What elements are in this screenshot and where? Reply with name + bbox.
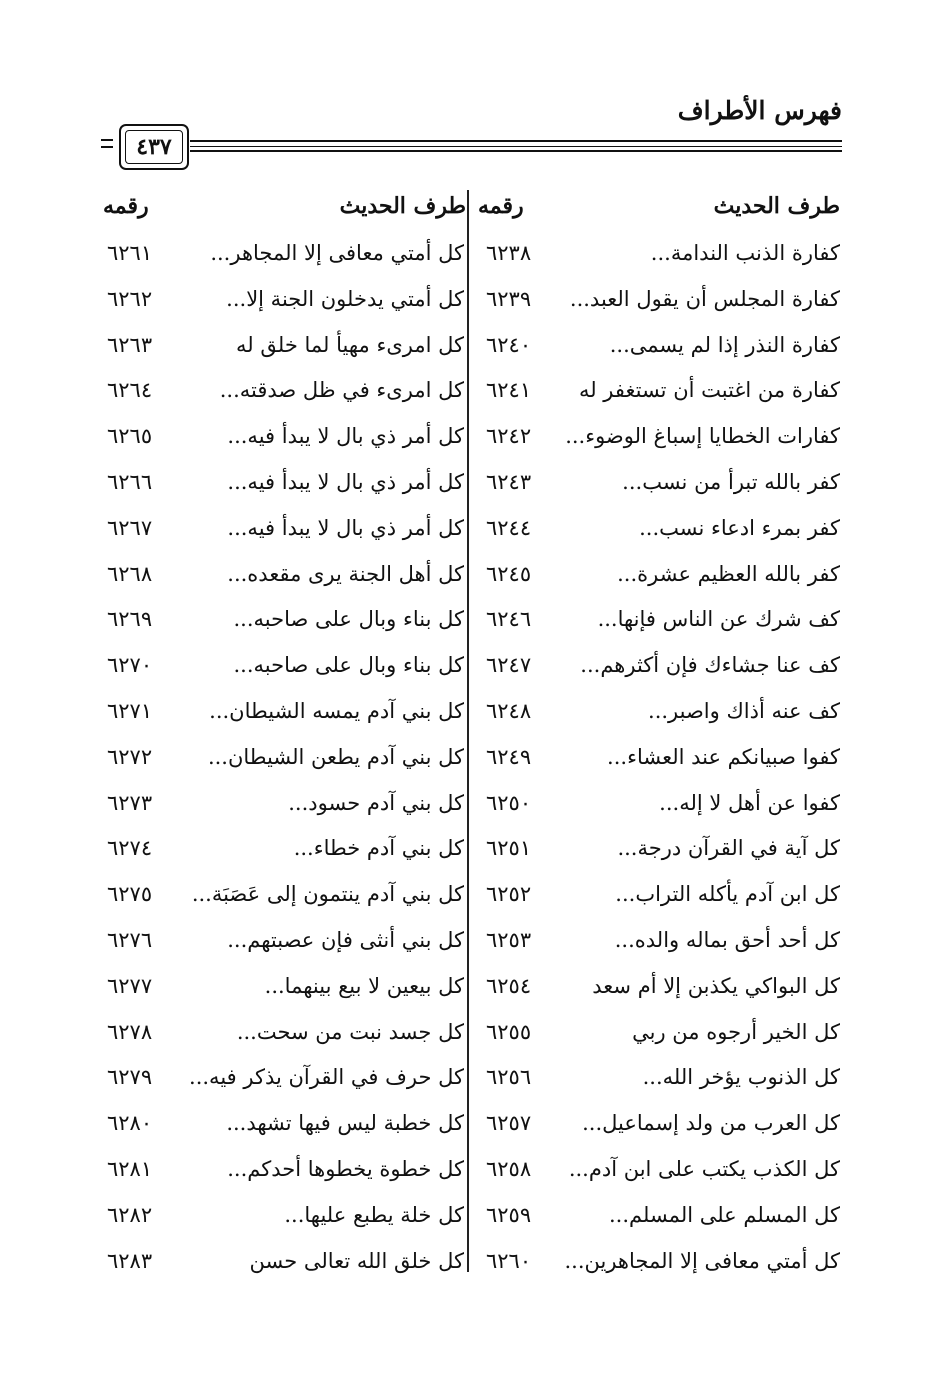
hadith-number: ٦٢٤٤	[486, 515, 532, 540]
hadith-text: كفوا صبيانكم عند العشاء...	[607, 744, 840, 769]
hadith-text: كفارة النذر إذا لم يسمى...	[609, 332, 840, 357]
hadith-number: ٦٢٨٣	[107, 1248, 153, 1273]
hadith-text: كل أمر ذي بال لا يبدأ فيه...	[227, 470, 464, 494]
hadith-number: ٦٢٦٥	[107, 424, 153, 449]
table-row	[0, 367, 948, 413]
hadith-text: كل أهل الجنة يرى مقعده...	[227, 561, 464, 586]
hadith-text: كل جسد نبت من سحت...	[236, 1019, 464, 1044]
hadith-text: كف عنا جشاءك فإن أكثرهم...	[580, 653, 840, 678]
table-row	[0, 917, 948, 963]
hadith-number: ٦٢٦٤	[107, 378, 153, 403]
hadith-number: ٦٢٤٩	[486, 744, 532, 769]
hadith-text: كل خطوة يخطوها أحدكم...	[227, 1157, 464, 1181]
hadith-text: كل أمتي معافى إلا المجاهرين...	[564, 1248, 840, 1273]
hadith-text: كل بني آدم يمسه الشيطان...	[209, 699, 464, 723]
hadith-number: ٦٢٣٨	[486, 241, 532, 265]
hadith-text: كفوا عن أهل لا إله...	[659, 790, 840, 815]
header-rule	[190, 140, 842, 142]
table-row	[0, 688, 948, 734]
hadith-number: ٦٢٤١	[486, 378, 532, 403]
hadith-text: كل الكذب يكتب على ابن آدم...	[568, 1157, 840, 1181]
hadith-number: ٦٢٤٥	[486, 561, 532, 586]
hadith-text: كفر بالله تبرأ من نسب...	[622, 470, 840, 494]
hadith-text: كل بني آدم حسود...	[288, 790, 464, 815]
table-row	[0, 505, 948, 551]
hadith-number: ٦٢٥١	[486, 836, 532, 861]
hadith-number: ٦٢٥٥	[486, 1019, 532, 1044]
table-row	[0, 1100, 948, 1146]
hadith-text: كل أمر ذي بال لا يبدأ فيه...	[227, 424, 464, 449]
hadith-text: كف عنه أذاك واصبر...	[648, 699, 840, 723]
header-right-number: رقمه	[478, 193, 524, 219]
hadith-text: كل بناء وبال على صاحبه...	[233, 607, 464, 632]
table-row	[0, 322, 948, 368]
hadith-number: ٦٢٧٧	[107, 973, 153, 998]
table-row	[0, 276, 948, 322]
hadith-number: ٦٢٥٤	[486, 973, 532, 998]
hadith-text: كل آية في القرآن درجة...	[617, 836, 840, 861]
page-number-frame	[119, 124, 189, 170]
table-row	[0, 230, 948, 276]
hadith-number: ٦٢٧٠	[107, 653, 153, 678]
hadith-text: كل البواكي يكذبن إلا أم سعد	[592, 973, 840, 998]
hadith-text: كل الخير أرجوه من ربي	[632, 1019, 840, 1044]
hadith-number: ٦٢٦٨	[107, 561, 153, 586]
hadith-text: كل خطبة ليس فيها تشهد...	[226, 1111, 464, 1136]
hadith-number: ٦٢٧٨	[107, 1019, 153, 1044]
hadith-text: كل أحد أحق بماله والده...	[614, 928, 840, 952]
hadith-number: ٦٢٥٨	[486, 1157, 532, 1181]
hadith-text: كل خلة يطبع عليها...	[284, 1202, 464, 1227]
hadith-number: ٦٢٦١	[107, 241, 153, 265]
hadith-text: كل بني أنثى فإن عصبتهم...	[227, 928, 464, 952]
hadith-number: ٦٢٤٨	[486, 699, 532, 723]
hadith-text: كل أمتي يدخلون الجنة إلا...	[226, 286, 464, 311]
table-row	[0, 780, 948, 826]
hadith-number: ٦٢٨١	[107, 1157, 153, 1181]
hadith-text: كفر بالله العظيم عشرة...	[617, 561, 840, 586]
table-row	[0, 825, 948, 871]
hadith-text: كفارة من اغتبت أن تستغفر له	[578, 378, 840, 403]
hadith-text: كل بني آدم خطاء...	[293, 836, 464, 861]
header-rule	[190, 150, 842, 152]
hadith-text: كل الذنوب يؤخر الله...	[642, 1065, 840, 1090]
hadith-number: ٦٢٦٩	[107, 607, 153, 632]
table-row	[0, 734, 948, 780]
running-title: فهرس الأطراف	[677, 96, 842, 125]
hadith-number: ٦٢٤٠	[486, 332, 532, 357]
hadith-number: ٦٢٦٦	[107, 470, 153, 494]
hadith-text: كفارة الذنب الندامة...	[650, 241, 840, 265]
hadith-number: ٦٢٤٢	[486, 424, 532, 449]
hadith-number: ٦٢٧٥	[107, 882, 153, 907]
table-row	[0, 871, 948, 917]
hadith-text: كل بناء وبال على صاحبه...	[233, 653, 464, 678]
hadith-text: كل امرىء في ظل صدقته...	[219, 378, 464, 403]
hadith-text: كل العرب من ولد إسماعيل...	[582, 1111, 840, 1136]
hadith-number: ٦٢٥٢	[486, 882, 532, 907]
hadith-text: كفر بمرء ادعاء نسب...	[639, 515, 840, 540]
table-row	[0, 1054, 948, 1100]
table-row	[0, 1146, 948, 1192]
hadith-text: كل أمر ذي بال لا يبدأ فيه...	[227, 515, 464, 540]
hadith-number: ٦٢٤٧	[486, 653, 532, 678]
hadith-number: ٦٢٣٩	[486, 286, 532, 311]
table-row	[0, 413, 948, 459]
hadith-text: كفارات الخطايا إسباغ الوضوء...	[565, 424, 840, 449]
hadith-number: ٦٢٨٢	[107, 1202, 153, 1227]
hadith-text: كف شرك عن الناس فإنها...	[597, 607, 840, 632]
table-row	[0, 642, 948, 688]
hadith-text: كل بني آدم يطعن الشيطان...	[207, 744, 464, 769]
page-number: ٤٣٧	[125, 130, 183, 164]
hadith-number: ٦٢٧٦	[107, 928, 153, 952]
hadith-number: ٦٢٧٢	[107, 744, 153, 769]
hadith-number: ٦٢٥٧	[486, 1111, 532, 1136]
hadith-text: كل بني آدم ينتمون إلى عَصَبَة...	[191, 882, 464, 907]
hadith-text: كل أمتي معافى إلا المجاهر...	[210, 241, 464, 265]
hadith-number: ٦٢٦٣	[107, 332, 153, 357]
hadith-number: ٦٢٧٩	[107, 1065, 153, 1090]
table-row	[0, 1009, 948, 1055]
hadith-text: كفارة المجلس أن يقول العبد...	[569, 286, 840, 311]
hadith-number: ٦٢٥٦	[486, 1065, 532, 1090]
header-rule	[190, 146, 842, 147]
hadith-text: كل ابن آدم يأكله التراب...	[615, 882, 840, 907]
hadith-number: ٦٢٦٧	[107, 515, 153, 540]
hadith-number: ٦٢٦٢	[107, 286, 153, 311]
hadith-number: ٦٢٤٦	[486, 607, 532, 632]
hadith-number: ٦٢٥٩	[486, 1202, 532, 1227]
hadith-number: ٦٢٧١	[107, 699, 153, 723]
table-row	[0, 963, 948, 1009]
hadith-number: ٦٢٦٠	[486, 1248, 532, 1273]
table-row	[0, 459, 948, 505]
table-row	[0, 596, 948, 642]
header-right-text: طرف الحديث	[713, 193, 840, 219]
hadith-text: كل حرف في القرآن يذكر فيه...	[189, 1065, 464, 1090]
table-row	[0, 1192, 948, 1238]
hadith-number: ٦٢٧٤	[107, 836, 153, 861]
header-left-number: رقمه	[103, 193, 149, 219]
ornament-mark	[101, 139, 113, 153]
hadith-text: كل المسلم على المسلم...	[608, 1202, 840, 1227]
header-left-text: طرف الحديث	[339, 193, 466, 219]
hadith-number: ٦٢٥٣	[486, 928, 532, 952]
hadith-text: كل خلق الله تعالى حسن	[249, 1248, 464, 1273]
hadith-number: ٦٢٥٠	[486, 790, 532, 815]
table-row	[0, 551, 948, 597]
hadith-number: ٦٢٧٣	[107, 790, 153, 815]
table-row	[0, 1238, 948, 1284]
hadith-number: ٦٢٤٣	[486, 470, 532, 494]
hadith-number: ٦٢٨٠	[107, 1111, 153, 1136]
hadith-text: كل امرىء مهيأ لما خلق له	[236, 332, 464, 357]
hadith-text: كل بيعين لا بيع بينهما...	[264, 973, 464, 998]
